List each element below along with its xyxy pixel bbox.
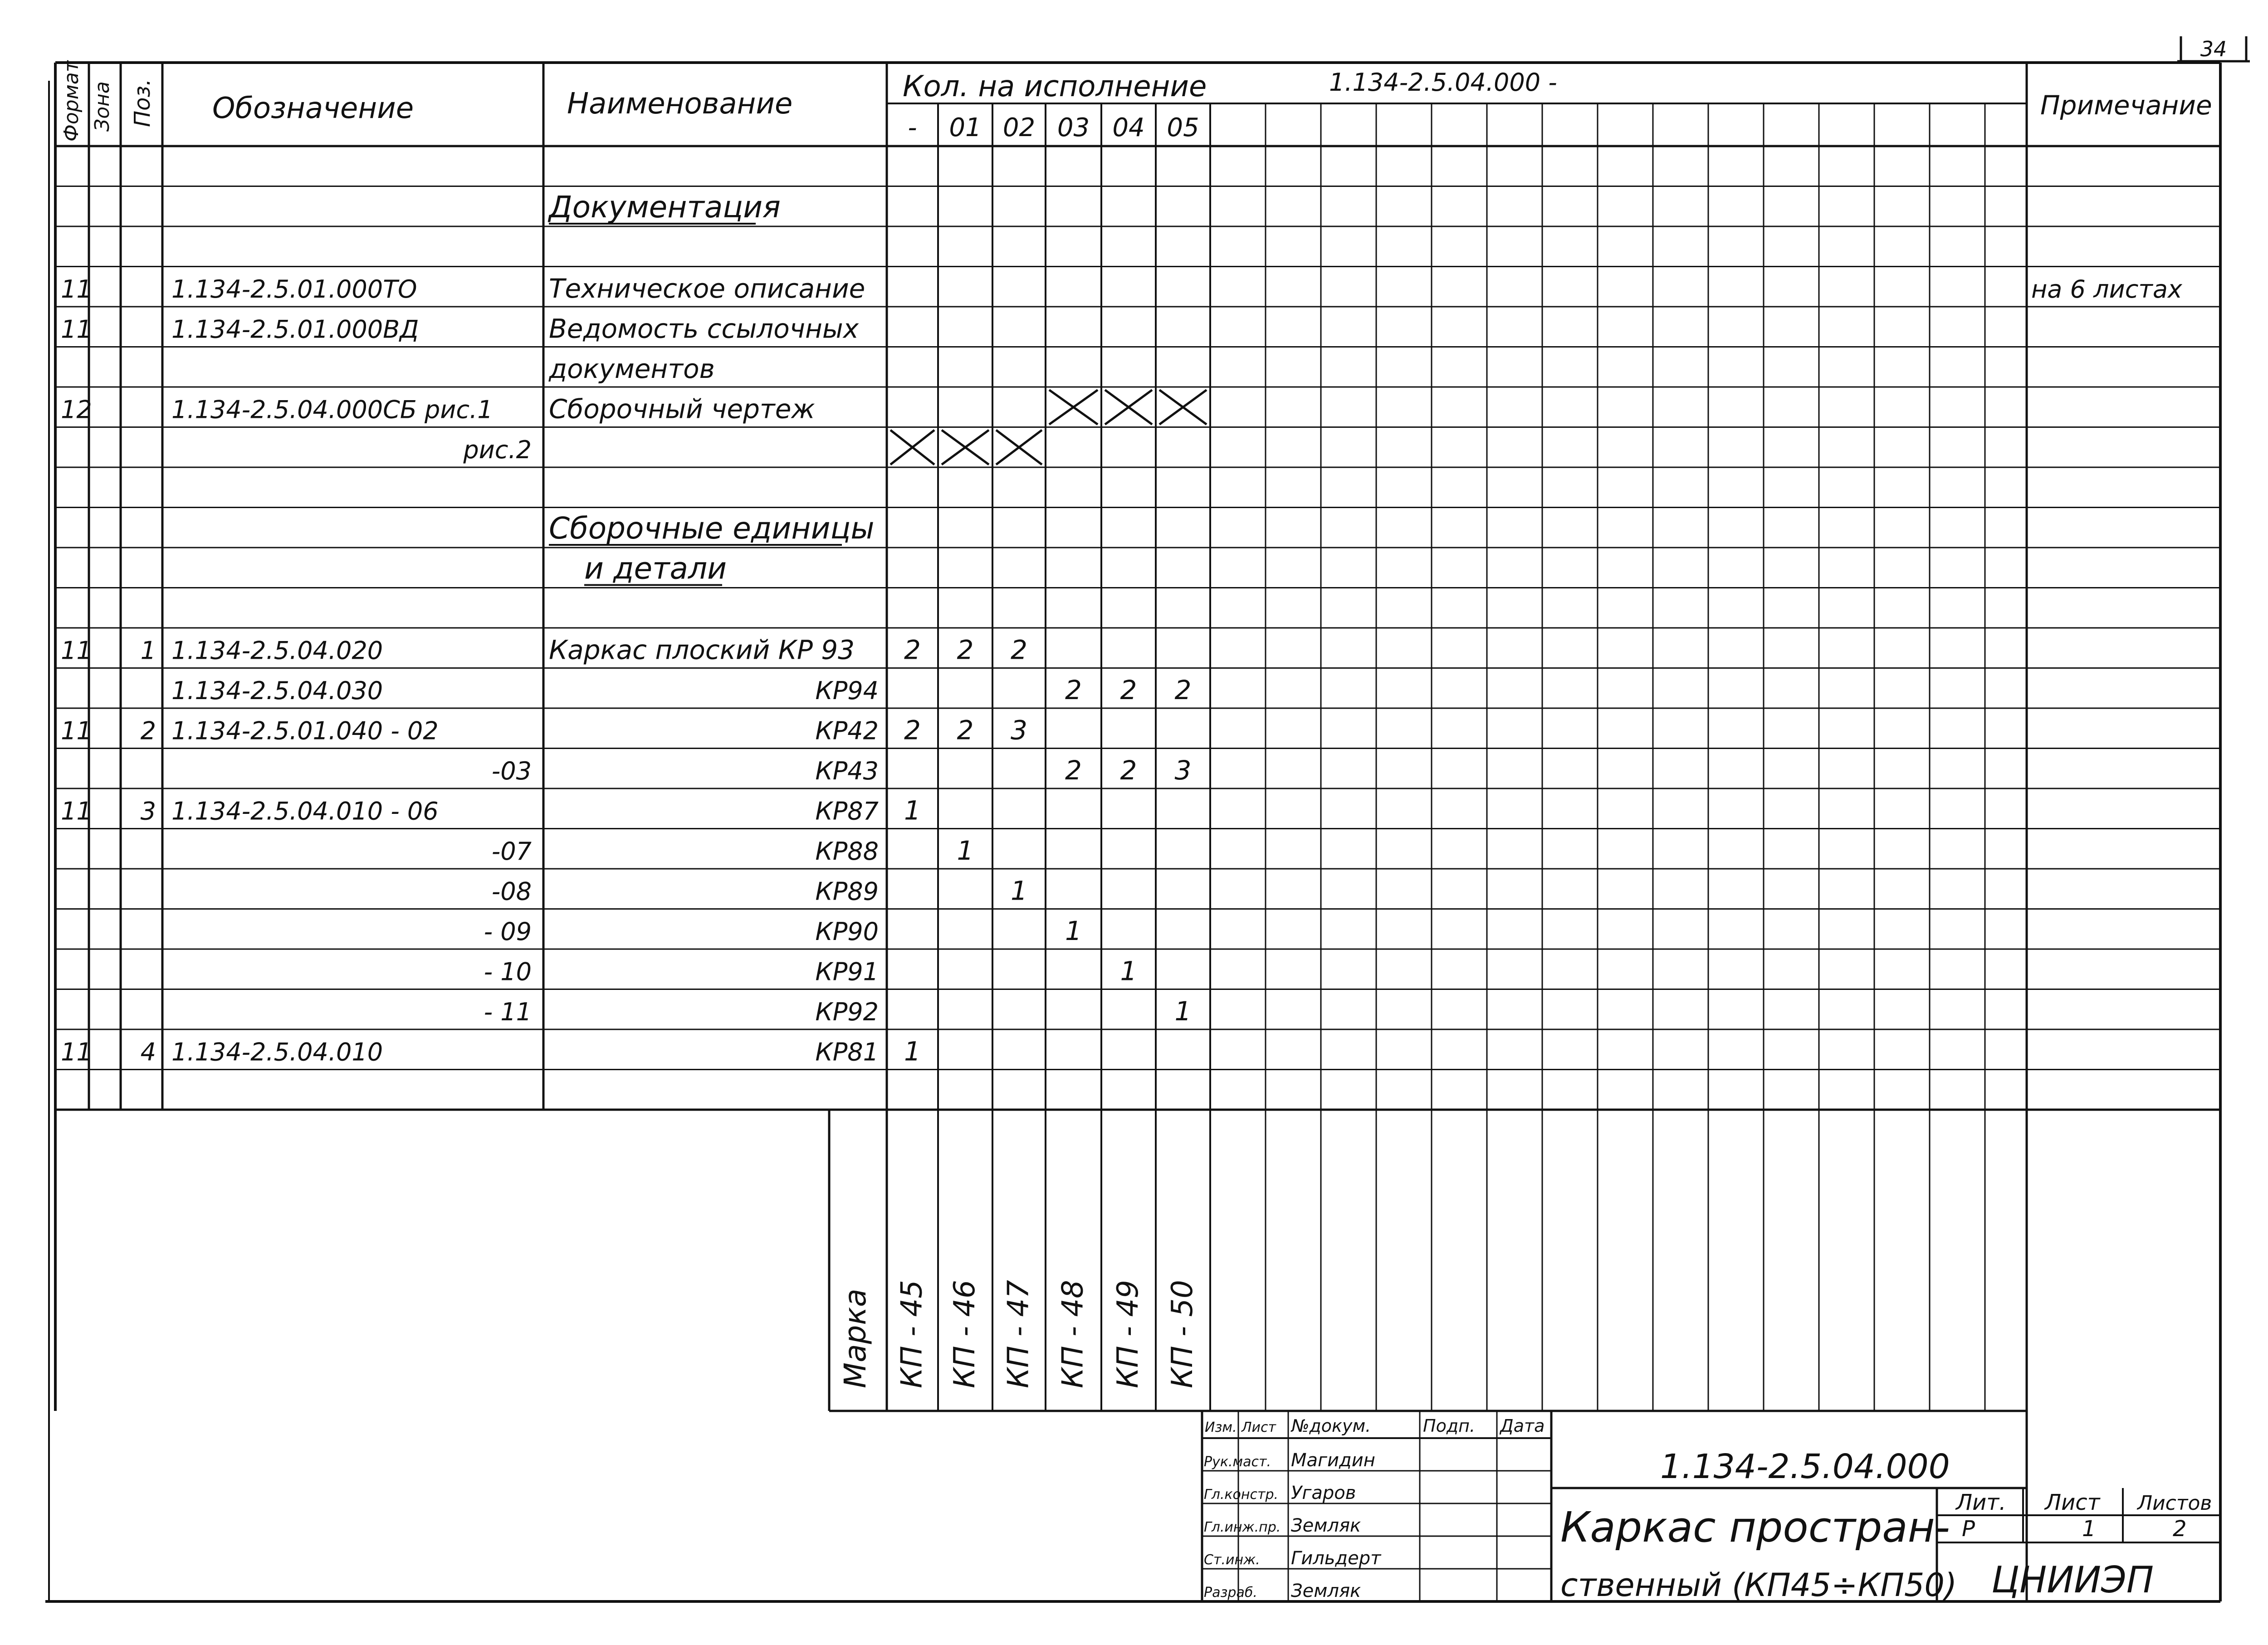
qty-cell: 1 bbox=[957, 835, 974, 866]
designation-cell: 1.134-2.5.04.000СБ рис.1 bbox=[171, 395, 493, 424]
table-row bbox=[547, 190, 781, 225]
qty-cell: 2 bbox=[904, 634, 921, 666]
title-block-header: Дата bbox=[1500, 1416, 1545, 1436]
title-block-header: Изм. bbox=[1205, 1420, 1237, 1435]
table-row bbox=[492, 835, 974, 866]
header-name: Наименование bbox=[567, 87, 793, 121]
name-cell: Каркас плоский КР 93 bbox=[549, 634, 855, 666]
cross-mark-value: X bbox=[1128, 418, 1129, 419]
table-row bbox=[484, 956, 1137, 987]
designation-cell: - 10 bbox=[484, 957, 532, 986]
variant-header: 05 bbox=[1167, 113, 1199, 142]
name-cell: КР94 bbox=[815, 676, 879, 705]
mark-label: КП - 48 bbox=[1056, 1280, 1090, 1388]
marks-label: Марка bbox=[838, 1288, 873, 1388]
qty-cell: 3 bbox=[1011, 715, 1027, 746]
designation-cell: - 11 bbox=[484, 998, 532, 1026]
table-row bbox=[61, 390, 1207, 425]
format-cell: 11 bbox=[61, 797, 92, 826]
variant-header: 04 bbox=[1112, 113, 1145, 142]
name-cell: КР81 bbox=[815, 1038, 879, 1067]
qty-cell: 1 bbox=[904, 1036, 921, 1067]
role-name: Угаров bbox=[1291, 1483, 1356, 1503]
title-code: 1.134-2.5.04.000 bbox=[1660, 1447, 1950, 1486]
name-cell: КР87 bbox=[815, 797, 879, 826]
table-row bbox=[61, 313, 859, 344]
name-cell: Ведомость ссылочных bbox=[549, 313, 859, 344]
cross-mark-value: X bbox=[912, 458, 913, 459]
mark-label: КП - 47 bbox=[1002, 1280, 1036, 1388]
mark-label: КП - 49 bbox=[1111, 1280, 1145, 1388]
format-cell: 11 bbox=[61, 716, 92, 745]
format-cell: 11 bbox=[61, 315, 92, 344]
qty-cell: 2 bbox=[957, 634, 974, 666]
designation-cell: 1.134-2.5.01.000ТО bbox=[171, 275, 417, 304]
header-zone: Зона bbox=[91, 81, 114, 132]
header-note: Примечание bbox=[2040, 90, 2212, 121]
designation-cell: 1.134-2.5.01.040 - 02 bbox=[171, 716, 439, 745]
header-format: Формат bbox=[60, 60, 83, 142]
table-row bbox=[584, 551, 727, 586]
name-cell: КР88 bbox=[815, 837, 879, 866]
qty-cell: 2 bbox=[957, 715, 974, 746]
cross-mark-value: X bbox=[1073, 418, 1074, 419]
designation-cell: 1.134-2.5.04.020 bbox=[171, 636, 383, 665]
format-cell: 11 bbox=[61, 636, 92, 665]
role-label: Гл.констр. bbox=[1204, 1487, 1279, 1503]
table-row bbox=[61, 1036, 921, 1067]
cross-mark-value: X bbox=[965, 458, 966, 459]
table-row bbox=[492, 876, 1027, 906]
qty-cell: 3 bbox=[1174, 755, 1192, 786]
designation-cell: - 09 bbox=[484, 917, 532, 946]
role-label: Гл.инж.пр. bbox=[1204, 1519, 1281, 1535]
mark-label: КП - 50 bbox=[1166, 1280, 1199, 1388]
table-row bbox=[549, 511, 875, 546]
header-pos: Поз. bbox=[130, 78, 155, 127]
title-block-header: №докум. bbox=[1291, 1416, 1371, 1436]
qty-cell: 2 bbox=[1120, 675, 1137, 705]
name-cell: КР90 bbox=[815, 917, 879, 946]
header-qty-title: Кол. на исполнение bbox=[903, 70, 1207, 103]
qty-cell: 1 bbox=[1065, 916, 1082, 946]
name-cell: КР91 bbox=[815, 957, 879, 986]
name-cell: КР42 bbox=[815, 716, 879, 745]
position-cell: 1 bbox=[140, 636, 156, 665]
table-row bbox=[463, 430, 1042, 465]
note-cell: на 6 листах bbox=[2031, 275, 2182, 304]
role-name: Земляк bbox=[1291, 1515, 1361, 1536]
sheet-value: 1 bbox=[2082, 1516, 2096, 1542]
lit-label: Лит. bbox=[1956, 1490, 2006, 1515]
format-cell: 11 bbox=[61, 275, 92, 304]
qty-cell: 1 bbox=[1011, 875, 1027, 906]
table-row bbox=[548, 353, 715, 384]
lit-value: Р bbox=[1962, 1516, 1975, 1542]
mark-label: КП - 46 bbox=[948, 1280, 982, 1388]
qty-cell: 2 bbox=[1065, 755, 1082, 786]
sheets-value: 2 bbox=[2173, 1516, 2187, 1542]
position-cell: 3 bbox=[140, 797, 156, 826]
table-row bbox=[171, 675, 1191, 705]
qty-cell: 2 bbox=[1011, 634, 1027, 666]
designation-cell: -08 bbox=[491, 877, 532, 906]
title-block-header: Лист bbox=[1242, 1420, 1276, 1435]
header-qty-code: 1.134-2.5.04.000 - bbox=[1329, 68, 1557, 97]
sheet-label: Лист bbox=[2045, 1490, 2100, 1515]
header-designation: Обозначение bbox=[212, 92, 414, 125]
organization: ЦНИИЭП bbox=[1991, 1559, 2154, 1601]
title-line1: Каркас простран- bbox=[1560, 1503, 1950, 1552]
designation-cell: 1.134-2.5.04.030 bbox=[171, 676, 383, 705]
qty-cell: 2 bbox=[1120, 755, 1137, 786]
designation-cell: 1.134-2.5.04.010 - 06 bbox=[171, 797, 439, 826]
title-line2: ственный (КП45÷КП50) bbox=[1560, 1567, 1957, 1604]
variant-header: - bbox=[908, 113, 917, 142]
role-label: Ст.инж. bbox=[1204, 1552, 1260, 1568]
role-name: Магидин bbox=[1291, 1450, 1375, 1471]
qty-cell: 2 bbox=[904, 715, 921, 746]
name-cell: документов bbox=[549, 353, 715, 384]
qty-cell: 2 bbox=[1174, 675, 1192, 705]
format-cell: 11 bbox=[61, 1038, 92, 1067]
role-label: Рук.маст. bbox=[1204, 1454, 1271, 1470]
section-title: Сборочные единицы bbox=[549, 511, 875, 546]
name-cell: КР92 bbox=[815, 998, 879, 1026]
position-cell: 4 bbox=[140, 1038, 156, 1067]
table-row bbox=[492, 755, 1192, 786]
section-title: Документация bbox=[549, 190, 781, 225]
table-row bbox=[61, 273, 2183, 304]
mark-label: КП - 45 bbox=[895, 1280, 929, 1388]
role-name: Гильдерт bbox=[1291, 1548, 1381, 1569]
section-title: и детали bbox=[584, 551, 727, 586]
name-cell: КР43 bbox=[815, 757, 879, 785]
name-cell: Сборочный чертеж bbox=[549, 393, 815, 425]
qty-cell: 1 bbox=[904, 795, 921, 826]
designation-cell: рис.2 bbox=[463, 436, 532, 464]
table-row bbox=[61, 795, 921, 826]
designation-cell: 1.134-2.5.01.000ВД bbox=[171, 315, 419, 344]
role-label: Разраб. bbox=[1204, 1585, 1257, 1601]
role-name: Земляк bbox=[1291, 1581, 1361, 1601]
designation-cell: -03 bbox=[491, 757, 532, 785]
designation-cell: 1.134-2.5.04.010 bbox=[171, 1038, 383, 1067]
position-cell: 2 bbox=[140, 716, 156, 745]
designation-cell: -07 bbox=[491, 837, 532, 866]
format-cell: 12 bbox=[61, 395, 92, 424]
sheets-label: Листов bbox=[2137, 1492, 2212, 1515]
title-block-header: Подп. bbox=[1423, 1416, 1476, 1436]
variant-header: 01 bbox=[949, 113, 982, 142]
qty-cell: 1 bbox=[1174, 996, 1192, 1027]
sheet-number: 34 bbox=[2200, 37, 2227, 61]
table-row bbox=[484, 996, 1192, 1027]
title-block bbox=[1202, 1411, 2220, 1604]
qty-cell: 1 bbox=[1120, 955, 1137, 987]
variant-header: 03 bbox=[1057, 113, 1090, 142]
qty-cell: 2 bbox=[1065, 675, 1082, 705]
name-cell: КР89 bbox=[815, 877, 879, 906]
variant-header: 02 bbox=[1002, 113, 1036, 142]
sheet-number-box bbox=[2177, 36, 2250, 61]
name-cell: Техническое описание bbox=[549, 273, 865, 304]
